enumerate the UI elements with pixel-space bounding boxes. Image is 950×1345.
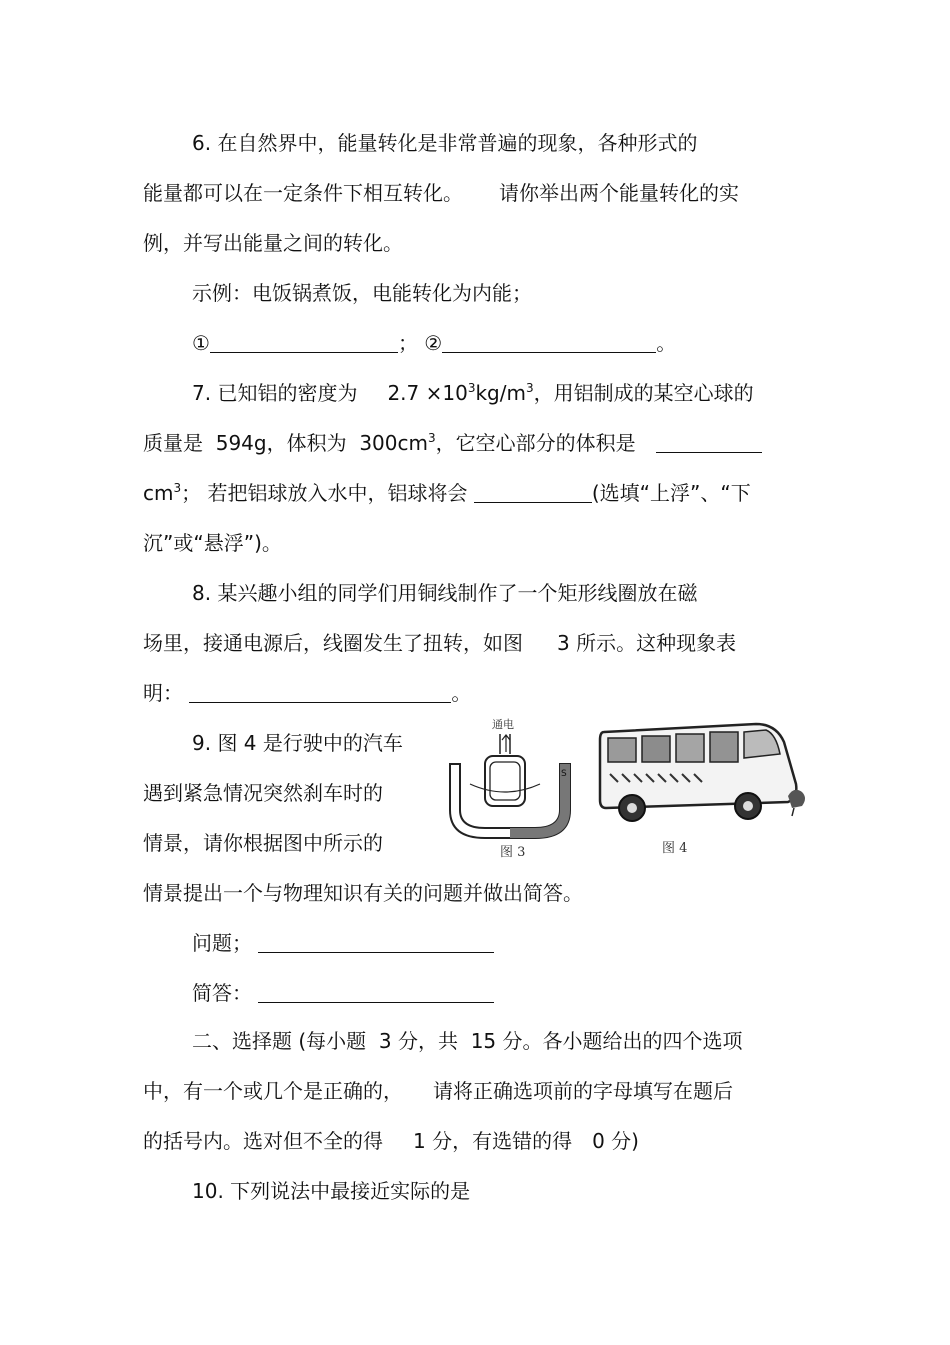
q6-answer-line bbox=[192, 331, 676, 355]
q7-l1a: 7. 已知铝的密度为 bbox=[192, 381, 358, 405]
q9-line-1: 9. 图 4 是行驶中的汽车 bbox=[192, 731, 403, 755]
q6-blank-2[interactable] bbox=[442, 332, 656, 353]
magnet-label-s: S bbox=[561, 769, 567, 779]
q6-line-2b: 请你举出两个能量转化的实 bbox=[499, 181, 739, 205]
section2-line-2 bbox=[143, 1079, 733, 1103]
q10-line-1: 10. 下列说法中最接近实际的是 bbox=[192, 1179, 471, 1203]
section2-l1c: 3 分，共 bbox=[378, 1029, 458, 1053]
q9-question-label: 问题； bbox=[192, 931, 252, 955]
q7-l3b: 3 bbox=[173, 481, 182, 495]
figure-4-braking-bus bbox=[596, 712, 812, 862]
q7-l1e: 3 bbox=[525, 381, 534, 395]
section2-l2b: 请将正确选项前的字母填写在题后 bbox=[433, 1079, 733, 1103]
circled-1: ① bbox=[192, 331, 210, 355]
rear-hub bbox=[627, 803, 637, 813]
q7-l2c: 300cm bbox=[359, 431, 428, 455]
arrow-up-icon bbox=[502, 735, 510, 752]
section2-l2a: 中，有一个或几个是正确的， bbox=[143, 1079, 403, 1103]
q7-l2e: ，它空心部分的体积是 bbox=[435, 431, 636, 455]
q7-l1f: ，用铝制成的某空心球的 bbox=[533, 381, 754, 405]
section2-l1d: 15 分。各小题给出的四个选项 bbox=[470, 1029, 743, 1053]
q6-end: 。 bbox=[656, 331, 677, 355]
fig3-label: 通电 bbox=[492, 718, 514, 731]
q8-l3b: 。 bbox=[451, 681, 472, 705]
q7-l2d: 3 bbox=[427, 431, 436, 445]
q8-l2a: 场里，接通电源后，线圈发生了扭转，如图 bbox=[143, 631, 523, 655]
q8-l3a: 明： bbox=[143, 681, 183, 705]
q7-blank-volume[interactable] bbox=[656, 432, 762, 453]
q6-line-1: 6. 在自然界中，能量转化是非常普遍的现象，各种形式的 bbox=[192, 131, 698, 155]
section2-l3b: 1 分，有选错的得 bbox=[413, 1129, 573, 1153]
chicken-leg bbox=[792, 808, 794, 816]
q6-line-3: 例，并写出能量之间的转化。 bbox=[143, 231, 403, 255]
q7-l1b: 2.7 ×10 bbox=[387, 381, 468, 405]
fig3-caption: 图 3 bbox=[500, 845, 526, 860]
coil-rotation-arc bbox=[470, 784, 540, 792]
q8-blank[interactable] bbox=[189, 682, 451, 703]
q9-question-blank[interactable] bbox=[258, 932, 494, 953]
q7-l3c: ； 若把铝球放入水中， bbox=[181, 481, 388, 505]
q6-semicolon: ； bbox=[397, 331, 418, 355]
section2-line-3 bbox=[143, 1129, 639, 1153]
section2-l3c: 0 分) bbox=[592, 1129, 639, 1153]
q9-question-line bbox=[192, 931, 494, 955]
q7-l2a: 质量是 bbox=[143, 431, 203, 455]
q9-line-3: 情景，请你根据图中所示的 bbox=[143, 831, 383, 855]
front-hub bbox=[743, 801, 753, 811]
q7-l3d: 铝球将会 bbox=[387, 481, 468, 505]
q6-example: 示例：电饭锅煮饭，电能转化为内能； bbox=[192, 281, 532, 305]
q9-answer-label: 简答： bbox=[192, 981, 252, 1005]
q7-line-3 bbox=[143, 481, 751, 505]
q9-line-2: 遇到紧急情况突然刹车时的 bbox=[143, 781, 383, 805]
q9-answer-blank[interactable] bbox=[258, 982, 494, 1003]
q7-l1d: kg/m bbox=[475, 381, 526, 405]
q8-line-1: 8. 某兴趣小组的同学们用铜线制作了一个矩形线圈放在磁 bbox=[192, 581, 698, 605]
section2-title: 二、选择题 bbox=[192, 1029, 292, 1053]
q9-line-4: 情景提出一个与物理知识有关的问题并做出简答。 bbox=[143, 881, 583, 905]
q9-answer-line bbox=[192, 981, 494, 1005]
section2-line-1 bbox=[192, 1029, 743, 1053]
figure-3-coil-magnet bbox=[440, 712, 590, 862]
section2-l1b: (每小题 bbox=[298, 1029, 367, 1053]
q8-l2b: 3 所示。这种现象表 bbox=[557, 631, 737, 655]
q6-line-2 bbox=[143, 181, 739, 205]
q8-line-2 bbox=[143, 631, 736, 655]
q7-l3a: cm bbox=[143, 481, 174, 505]
q7-line-4: 沉”或“悬浮”)。 bbox=[143, 531, 282, 555]
coil-inner bbox=[490, 762, 520, 800]
section2-l3a: 的括号内。选对但不全的得 bbox=[143, 1129, 383, 1153]
rectangular-coil bbox=[485, 756, 525, 806]
fig4-caption: 图 4 bbox=[662, 841, 688, 856]
q7-l2b: 594g，体积为 bbox=[215, 431, 347, 455]
q8-line-3 bbox=[143, 681, 471, 705]
q7-l1c: 3 bbox=[467, 381, 476, 395]
q6-blank-1[interactable] bbox=[210, 332, 398, 353]
q7-blank-state[interactable] bbox=[474, 482, 592, 503]
q7-l3e: (选填“上浮”、“下 bbox=[591, 481, 751, 505]
circled-2: ② bbox=[424, 331, 443, 355]
q6-line-2a: 能量都可以在一定条件下相互转化。 bbox=[143, 181, 463, 205]
q7-line-1 bbox=[192, 381, 754, 405]
q7-line-2 bbox=[143, 431, 762, 455]
